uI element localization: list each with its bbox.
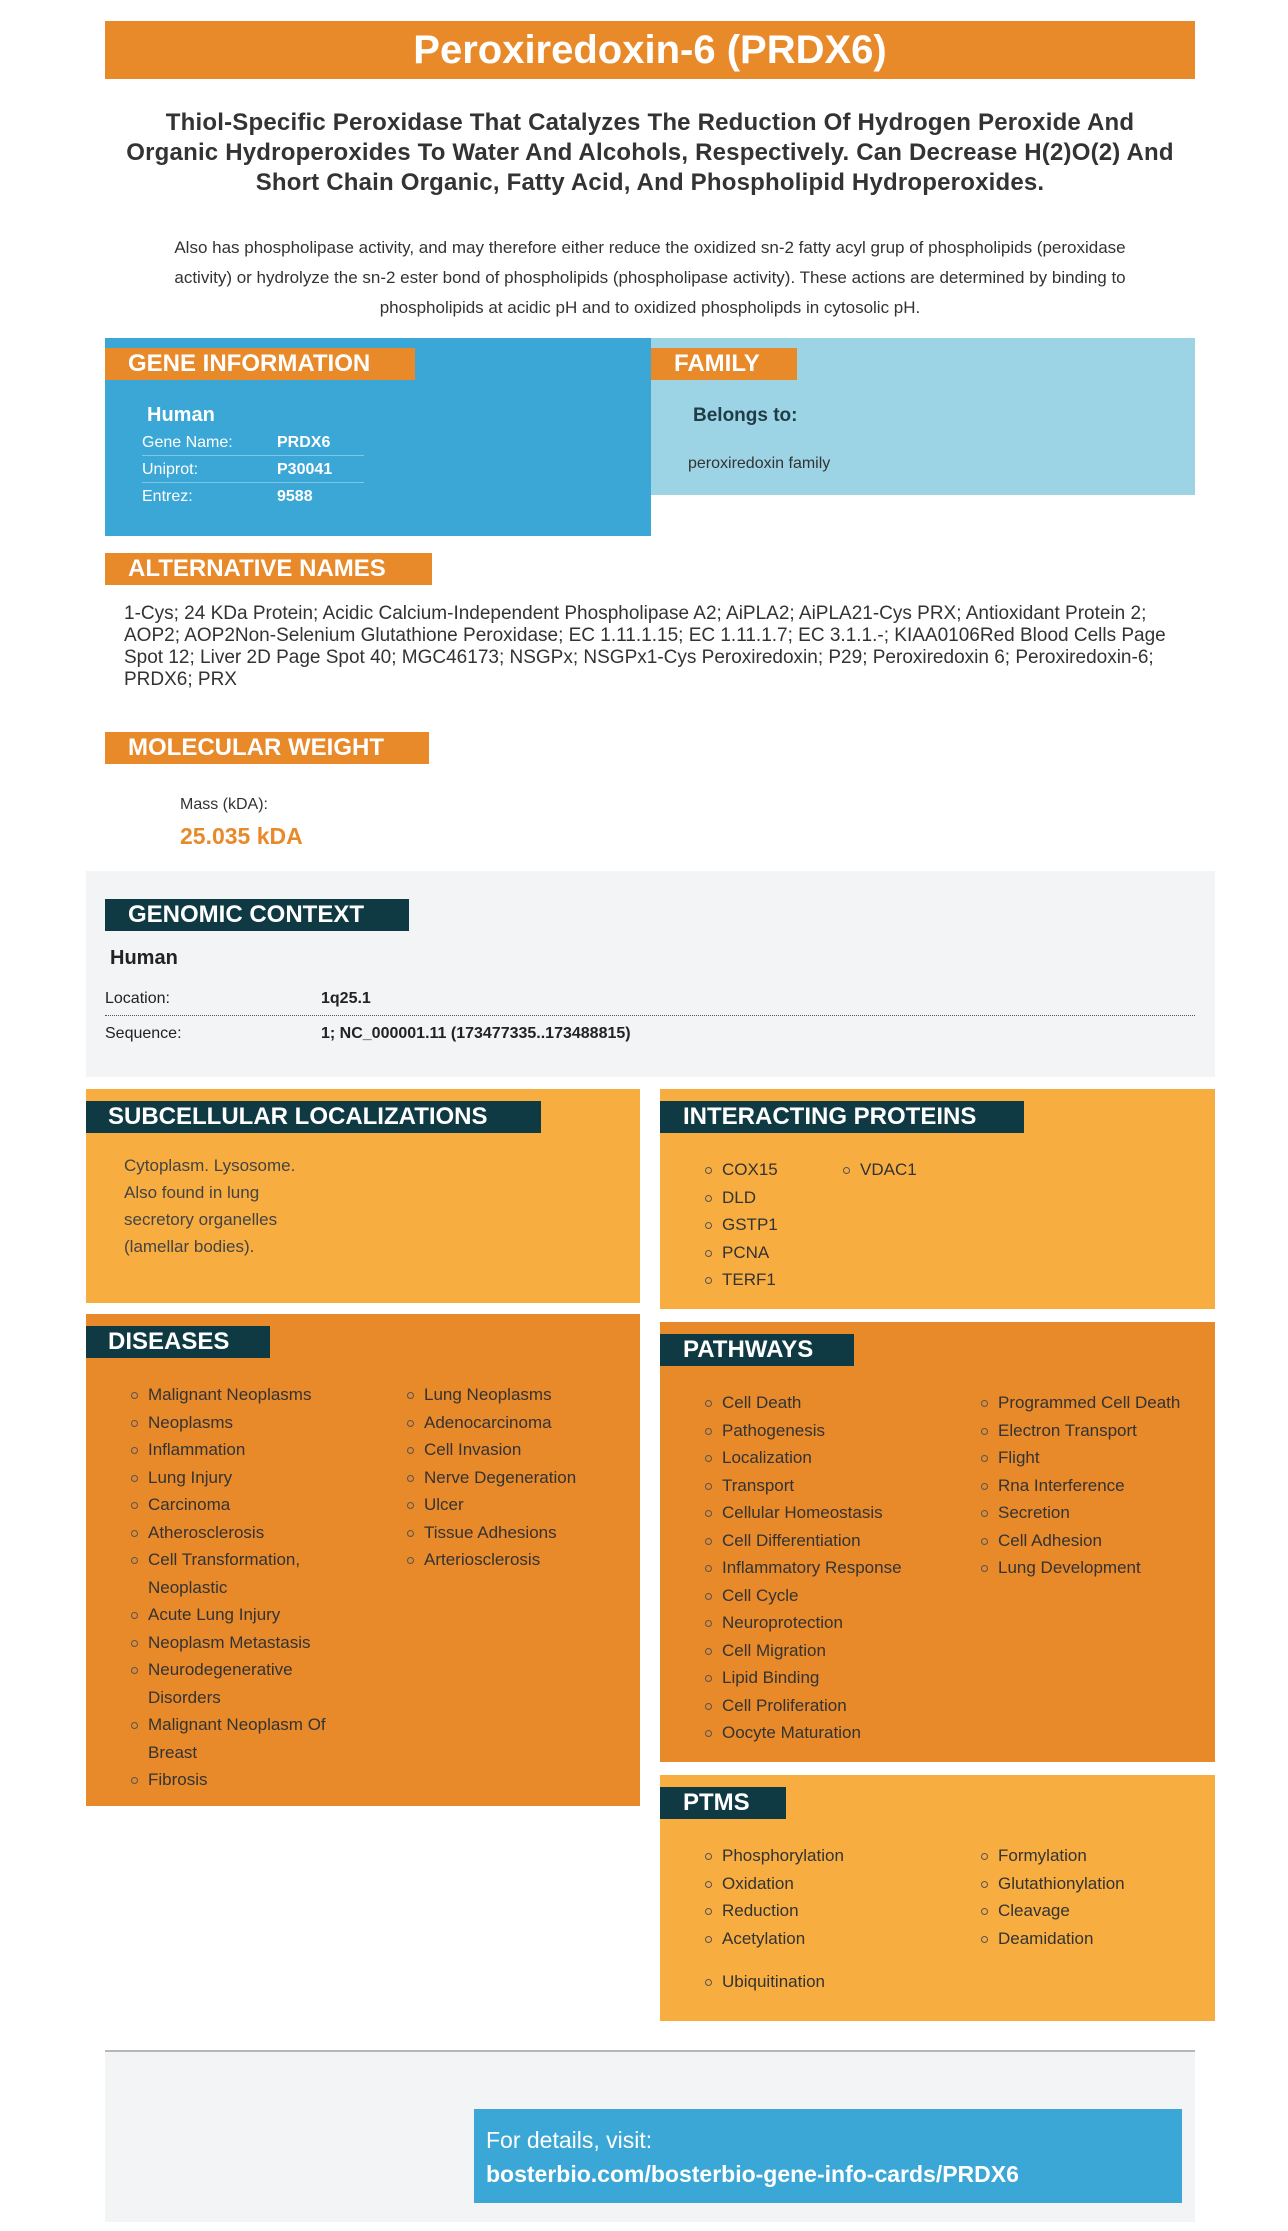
mass-value: 25.035 kDA bbox=[180, 823, 303, 849]
list-item: Lipid Binding bbox=[702, 1664, 962, 1692]
details-intro: For details, visit: bbox=[486, 2127, 653, 2153]
list-item: Carcinoma bbox=[128, 1491, 368, 1519]
subcellular-line: (lamellar bodies). bbox=[124, 1237, 255, 1256]
list-item: Cell Differentiation bbox=[702, 1527, 962, 1555]
ptms-label: PTMS bbox=[660, 1787, 786, 1819]
gene-name-value: PRDX6 bbox=[277, 434, 331, 451]
list-item: Inflammation bbox=[128, 1436, 368, 1464]
location-value: 1q25.1 bbox=[321, 990, 371, 1007]
diseases-panel bbox=[86, 1314, 640, 1806]
list-item: Cleavage bbox=[978, 1897, 1208, 1925]
list-item: PCNA bbox=[702, 1239, 842, 1267]
mass-label: Mass (kDA): bbox=[180, 796, 268, 813]
sequence-value: 1; NC_000001.11 (173477335..173488815) bbox=[321, 1025, 631, 1042]
list-item: VDAC1 bbox=[840, 1156, 980, 1184]
list-item: Lung Neoplasms bbox=[404, 1381, 634, 1409]
pathways-list-1 bbox=[702, 1389, 962, 1747]
uniprot-value: P30041 bbox=[277, 461, 333, 478]
details-link-box[interactable] bbox=[474, 2109, 1182, 2203]
gene-species: Human bbox=[147, 404, 215, 426]
list-item: Oocyte Maturation bbox=[702, 1719, 962, 1747]
list-item: Cell Migration bbox=[702, 1637, 962, 1665]
diseases-list-1 bbox=[128, 1381, 368, 1794]
list-item: Lung Injury bbox=[128, 1464, 368, 1492]
subcellular-line: Also found in lung bbox=[124, 1183, 260, 1202]
entrez-value: 9588 bbox=[277, 488, 313, 505]
list-item: Flight bbox=[978, 1444, 1208, 1472]
list-item: Cell Adhesion bbox=[978, 1527, 1208, 1555]
interacting-proteins-label: INTERACTING PROTEINS bbox=[660, 1101, 1024, 1133]
list-item: Arteriosclerosis bbox=[404, 1546, 634, 1574]
list-item: Malignant Neoplasm Of Breast bbox=[128, 1711, 353, 1766]
list-item: Cell Transformation, Neoplastic bbox=[128, 1546, 328, 1601]
list-item: TERF1 bbox=[702, 1266, 842, 1294]
list-item: Oxidation bbox=[702, 1870, 962, 1898]
diseases-label: DISEASES bbox=[86, 1326, 270, 1358]
list-item: Nerve Degeneration bbox=[404, 1464, 634, 1492]
list-item: Ulcer bbox=[404, 1491, 634, 1519]
sequence-key: Sequence: bbox=[105, 1025, 182, 1042]
list-item: Ubiquitination bbox=[702, 1968, 962, 1996]
interacting-proteins-panel bbox=[660, 1089, 1215, 1309]
list-item: Formylation bbox=[978, 1842, 1208, 1870]
list-item: Atherosclerosis bbox=[128, 1519, 368, 1547]
subcellular-line: secretory organelles bbox=[124, 1210, 278, 1229]
entrez-row bbox=[142, 483, 364, 510]
gene-information-label: GENE INFORMATION bbox=[105, 348, 415, 380]
list-item: Neoplasm Metastasis bbox=[128, 1629, 368, 1657]
list-item: Lung Development bbox=[978, 1554, 1208, 1582]
list-item: Neoplasms bbox=[128, 1409, 368, 1437]
family-panel bbox=[651, 338, 1195, 495]
alternative-names-text: 1-Cys; 24 KDa Protein; Acidic Calcium-Independent Phospholipase A2; AiPLA2; AiPLA21-Cys PRX; Antioxidant Protein 2; AOP2; AOP2Non-Selenium Glutathione Peroxidase; EC 1.11.1.15; EC 1.11.1.7; EC 3.1.1.-; KIAA0106Red Blood Cells Page Spot 12; Liver 2D Page Spot 40; MGC46173; NSGPx; NSGPx1-Cys Peroxiredoxin; P29; Peroxiredoxin 6; Peroxiredoxin-6; PRDX6; PRX bbox=[124, 603, 1166, 690]
pathways-label: PATHWAYS bbox=[660, 1334, 854, 1366]
list-item: Acetylation bbox=[702, 1925, 962, 1953]
details-link[interactable]: bosterbio.com/bosterbio-gene-info-cards/PRDX6 bbox=[486, 2161, 1019, 2187]
list-item: Cell Death bbox=[702, 1389, 962, 1417]
ptms-list-3 bbox=[702, 1968, 962, 1996]
pathways-panel bbox=[660, 1322, 1215, 1762]
list-item: Neurodegenerative Disorders bbox=[128, 1656, 318, 1711]
list-item: Programmed Cell Death bbox=[978, 1389, 1208, 1417]
list-item: Transport bbox=[702, 1472, 962, 1500]
belongs-to-label: Belongs to: bbox=[693, 405, 798, 426]
pathways-list-2 bbox=[978, 1389, 1208, 1582]
list-item: Glutathionylation bbox=[978, 1870, 1208, 1898]
protein-function-summary: Thiol-Specific Peroxidase That Catalyzes The Reduction Of Hydrogen Peroxide And Organic Hydroperoxides To Water And Alcohols, Respectively. Can Decrease H(2)O(2) And Short Chain Organic, Fatty Acid, And Phospholipid Hydroperoxides. bbox=[126, 109, 1174, 196]
gene-name-key: Gene Name: bbox=[142, 434, 233, 451]
list-item: Secretion bbox=[978, 1499, 1208, 1527]
molecular-weight-label: MOLECULAR WEIGHT bbox=[105, 732, 429, 764]
list-item: GSTP1 bbox=[702, 1211, 842, 1239]
subcellular-panel bbox=[86, 1089, 640, 1303]
genomic-context-panel bbox=[86, 871, 1215, 1077]
list-item: Tissue Adhesions bbox=[404, 1519, 634, 1547]
list-item: DLD bbox=[702, 1184, 842, 1212]
genomic-species: Human bbox=[110, 947, 178, 969]
list-item: Inflammatory Response bbox=[702, 1554, 962, 1582]
family-label: FAMILY bbox=[651, 348, 797, 380]
gene-information-panel bbox=[105, 338, 651, 536]
alternative-names-label: ALTERNATIVE NAMES bbox=[105, 553, 432, 585]
list-item: Localization bbox=[702, 1444, 962, 1472]
gene-name-row bbox=[142, 429, 364, 456]
family-value: peroxiredoxin family bbox=[688, 455, 831, 472]
ptms-list-2 bbox=[978, 1842, 1208, 1952]
location-row bbox=[105, 982, 1195, 1016]
list-item: Malignant Neoplasms bbox=[128, 1381, 368, 1409]
list-item: Cell Cycle bbox=[702, 1582, 962, 1610]
protein-description: Also has phospholipase activity, and may therefore either reduce the oxidized sn-2 fatty acyl grup of phospholipids (peroxidase activity) or hydrolyze the sn-2 ester bond of phospholipids (phospholipase activity). These actions are determined by binding to phospholipids at acidic pH and to oxidized phospholipds in cytosolic pH. bbox=[174, 238, 1126, 317]
list-item: Deamidation bbox=[978, 1925, 1208, 1953]
list-item: Acute Lung Injury bbox=[128, 1601, 368, 1629]
subcellular-line: Cytoplasm. Lysosome. bbox=[124, 1156, 296, 1175]
list-item: Phosphorylation bbox=[702, 1842, 962, 1870]
list-item: Rna Interference bbox=[978, 1472, 1208, 1500]
list-item: Pathogenesis bbox=[702, 1417, 962, 1445]
list-item: Adenocarcinoma bbox=[404, 1409, 634, 1437]
ptms-panel bbox=[660, 1775, 1215, 2021]
subcellular-label: SUBCELLULAR LOCALIZATIONS bbox=[86, 1101, 541, 1133]
list-item: Cellular Homeostasis bbox=[702, 1499, 962, 1527]
interacting-proteins-list-2 bbox=[840, 1156, 980, 1184]
list-item: Cell Proliferation bbox=[702, 1692, 962, 1720]
subcellular-text bbox=[124, 1152, 295, 1260]
ptms-list-1 bbox=[702, 1842, 962, 1952]
list-item: Fibrosis bbox=[128, 1766, 368, 1794]
list-item: Reduction bbox=[702, 1897, 962, 1925]
sequence-row bbox=[105, 1017, 1195, 1051]
genomic-context-label: GENOMIC CONTEXT bbox=[105, 899, 409, 931]
location-key: Location: bbox=[105, 990, 170, 1007]
diseases-list-2 bbox=[404, 1381, 634, 1574]
uniprot-row bbox=[142, 456, 364, 483]
entrez-key: Entrez: bbox=[142, 488, 193, 505]
interacting-proteins-list-1 bbox=[702, 1156, 842, 1294]
list-item: COX15 bbox=[702, 1156, 842, 1184]
uniprot-key: Uniprot: bbox=[142, 461, 199, 478]
page-title: Peroxiredoxin-6 (PRDX6) bbox=[105, 21, 1195, 79]
list-item: Cell Invasion bbox=[404, 1436, 634, 1464]
list-item: Neuroprotection bbox=[702, 1609, 962, 1637]
list-item: Electron Transport bbox=[978, 1417, 1208, 1445]
